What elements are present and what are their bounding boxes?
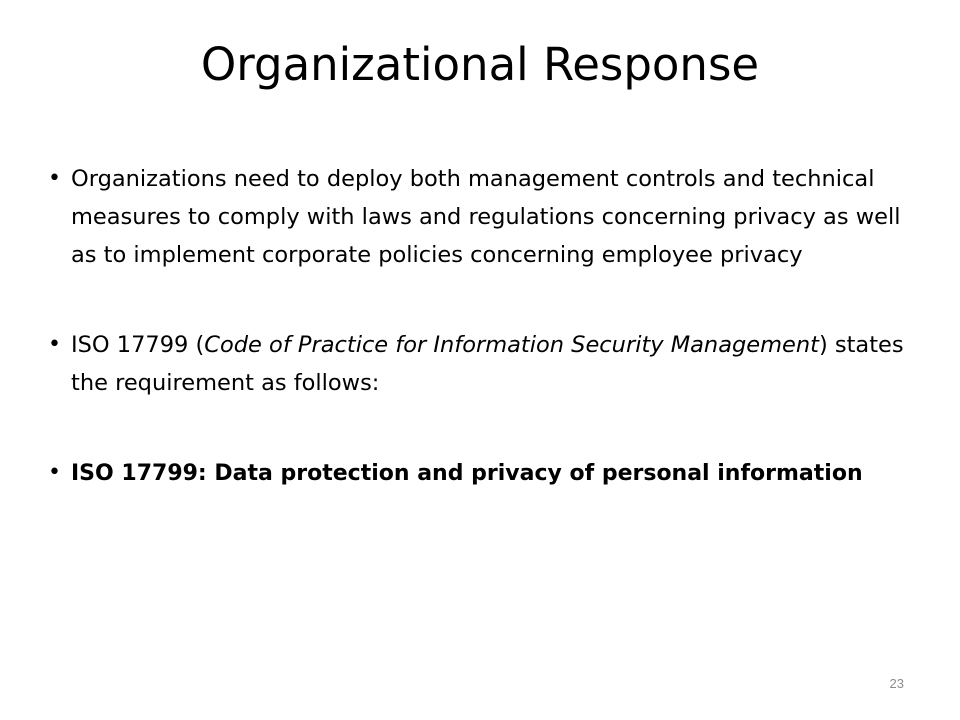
bullet-text-italic: Code of Practice for Information Security Management (204, 332, 819, 358)
bullet-list (48, 160, 918, 493)
bullet-dot-icon: • (48, 332, 61, 357)
slide-title: Organizational Response (200, 38, 760, 91)
bullet-text-prefix: ISO 17799 ( (71, 332, 205, 358)
bullet-dot-icon: • (48, 460, 61, 485)
bullet-text (71, 332, 904, 396)
bullet-text: ISO 17799: Data protection and privacy of personal information (71, 461, 863, 486)
page-number: 23 (889, 676, 904, 691)
bullet-item (48, 160, 918, 274)
bullet-item (48, 326, 918, 402)
bullet-text-suffix: ) states the requirement as follows: (71, 332, 904, 396)
bullet-dot-icon: • (48, 166, 61, 191)
bullet-text: Organizations need to deploy both management controls and technical measures to comply with laws and regulations concerning privacy as well as to implement corporate policies concerning employee privacy (71, 166, 901, 268)
bullet-item (48, 454, 918, 493)
